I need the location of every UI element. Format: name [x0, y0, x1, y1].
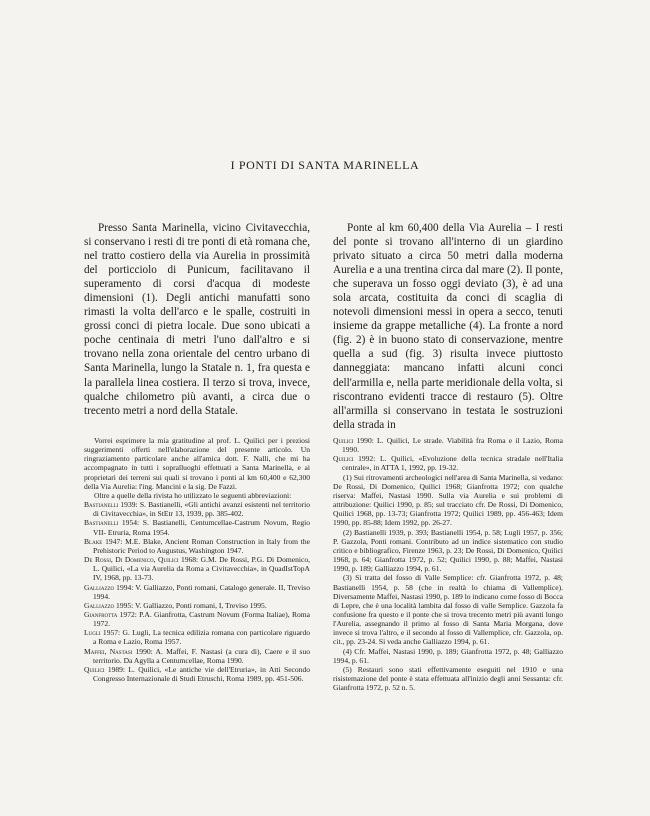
bib-entry: Bastianelli 1954: S. Bastianelli, Centumcellae-Castrum Novum, Regio VII- Etruria, Roma 1954. — [84, 518, 310, 537]
footnote-1: (1) Sui ritrovamenti archeologici nell'area di Santa Marinella, si vedano: De Rossi, Di Domenico, Quilici 1968; Gianfrotta 1972; con qualche riserva: Maffei, Nastasi 1990. Sulla via Aurelia e sui problemi di attribuzione: Quilici 1990, p. 85; sul tracciato cfr. De Rossi, Di Domenico, Quilici 1968, pp. 13-73; Gianfrotta 1972; Quilici 1989, pp. 456-463; Idem 1990, pp. 85-88; Idem 1992, pp. 26-27. — [333, 472, 563, 528]
footnote-4: (4) Cfr. Maffei, Nastasi 1990, p. 189; Gianfrotta 1972, p. 48; Galliazzo 1994, p. 61. — [333, 646, 563, 665]
bib-entry: Lugli 1957: G. Lugli, La tecnica edilizia romana con particolare riguardo a Roma e Lazio, Roma 1957. — [84, 628, 310, 647]
footnote-3: (3) Si tratta del fosso di Valle Semplice: cfr. Gianfrotta 1972, p. 48; Bastianelli 1954, p. 58 (che in realtà lo chiama di Vallemplice). Diversamente Maffei, Nastasi 1990, p. 189 lo indicano come fosso di Bocca di Lepre, che è una località lambita dal fosso di valle Semplice. Gazzola fa confusione fra questo e il ponte che si trova trecento metri più avanti lungo l'Aurelia, assegnando il primo al fosso di Santa Maria Morgana, dove invece si trova l'altro, e il secondo al fosso di Vallemplice, cfr. Gazzola, op. cit., pp. 23-24. Si veda anche Galliazzo 1994, p. 61. — [333, 573, 563, 647]
abbreviations-intro: Oltre a quelle della rivista ho utilizzato le seguenti abbreviazioni: — [94, 490, 292, 500]
bib-entry: Quilici 1989: L. Quilici, «Le antiche vie dell'Etruria», in Atti Secondo Congresso Internazionale di Studi Etruschi, Roma 1989, pp. 451-506. — [84, 664, 310, 684]
bib-entry: Maffei, Nastasi 1990: A. Maffei, F. Nastasi (a cura di), Caere e il suo territorio. Da Agylla a Centumcellae, Roma 1990. — [84, 646, 310, 665]
footnote-2: (2) Bastianelli 1939, p. 393; Bastianelli 1954, p. 58; Lugli 1957, p. 356; P. Gazzola, Ponti romani. Contributo ad un indice sistematico con studio critico e bibliografico, Firenze 1963, p. 23; De Rossi, Di Domenico, Quilici 1968, p. 64; Gianfrotta 1972, p. 52; Quilici 1990, p. 88; Maffei, Nastasi 1990, p. 189; Galliazzo 1994, p. 61. — [333, 527, 563, 574]
footnotes-left — [84, 436, 310, 683]
footnote-5: (5) Restauri sono stati effettivamente eseguiti nel 1910 e una risistemazione del ponte è stata effettuata all'inizio degli anni Sessanta: cfr. Gianfrotta 1972, p. 52 n. 5. — [333, 664, 563, 693]
body-column-left — [84, 221, 310, 418]
body-column-right — [333, 221, 563, 432]
footnotes-right — [333, 436, 563, 692]
acknowledgement: Vorrei esprimere la mia gratitudine al prof. L. Quilici per i preziosi suggerimenti offerti nell'elaborazione del presente articolo. Un ringraziamento particolare anche all'amica dott. F. Nalli, che mi ha accompagnato in tutti i sopralluoghi effettuati a Santa Marinella, e ai proprietari dei terreni sui quali si trovano i ponti al km 60,400 e 62,300 della Via Aurelia: l'ing. Mancini e la sig. De Fazzi. — [84, 436, 310, 491]
bibliography-list — [84, 500, 310, 683]
body-paragraph: Presso Santa Marinella, vicino Civitavecchia, si conservano i resti di tre ponti di età romana che, nel tratto costiero della via Aurelia in prossimità del porticciolo di Punicum, facilitavano il superamento di corsi d'acqua di modeste dimensioni (1). Degli antichi manufatti sono rimasti la volta dell'arco e le spalle, costruiti in grossi conci di pietra locale. Due sono ubicati a poche centinaia di metri l'uno dall'altro e si trovano nella zona orientale del centro urbano di Santa Marinella, lungo la Statale n. 1, fra questa e la parallela linea costiera. Il terzo si trova, invece, qualche chilometro più avanti, a circa due o trecento metri a nord della Statale. — [84, 222, 310, 417]
bib-entry: Galliazzo 1995: V. Galliazzo, Ponti romani, I, Treviso 1995. — [84, 600, 267, 610]
bib-entry: Quilici 1992: L. Quilici, «Evoluzione della tecnica stradale nell'Italia centrale», in ATTA 1, 1992, pp. 19-32. — [333, 454, 564, 473]
body-paragraph: Ponte al km 60,400 della Via Aurelia – I resti del ponte si trovano all'interno di un giardino privato situato a circa 50 metri dalla moderna Aurelia e a una trentina circa dal mare (2). Il ponte, che superava un fosso oggi deviato (3), è ad una sola arcata, costituita da conci di scaglia di notevoli dimensioni messi in opera a secco, tenuti insieme da grappe metalliche (4). La fronte a nord (fig. 2) è in buono stato di conservazione, mentre quella a sud (fig. 3) risulta invece piuttosto danneggiata: mancano infatti alcuni conci dell'armilla e, nella parte meridionale della volta, si riscontrano evidenti tracce di restauro (5). Oltre all'armilla si conservano in testata le sostruzioni della strada in — [333, 222, 563, 431]
bib-entry: Blake 1947: M.E. Blake, Ancient Roman Construction in Italy from the Prehistoric Period to Augustus, Washington 1947. — [84, 536, 310, 555]
bib-entry: Bastianelli 1939: S. Bastianelli, «Gli antichi avanzi esistenti nel territorio di Civitavecchia», in StEtr 13, 1939, pp. 385-402. — [84, 500, 310, 519]
bib-entry: Gianfrotta 1972: P.A. Gianfrotta, Castrum Novum (Forma Italiae), Roma 1972. — [84, 609, 310, 629]
bib-entry: Quilici 1990: L. Quilici, Le strade. Viabilità fra Roma e il Lazio, Roma 1990. — [333, 436, 563, 455]
article-title: I PONTI DI SANTA MARINELLA — [230, 158, 420, 172]
bib-entry: Galliazzo 1994: V. Galliazzo, Ponti romani, Catalogo generale. II, Treviso 1994. — [84, 582, 310, 601]
bib-entry: De Rossi, Di Domenico, Quilici 1968: G.M. De Rossi, P.G. Di Domenico, L. Quilici, «La via Aurelia da Roma a Civitavecchia», in QuadIstTopA IV, 1968, pp. 13-73. — [84, 555, 310, 583]
